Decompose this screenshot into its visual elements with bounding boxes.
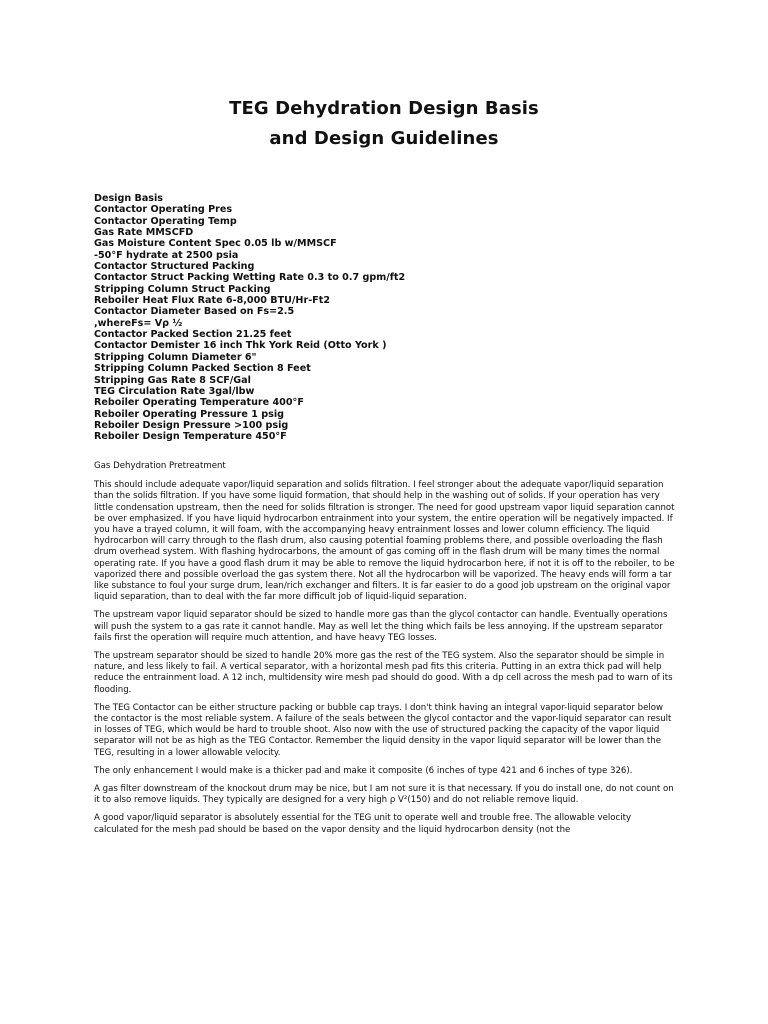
design-basis-line: Design Basis — [94, 193, 164, 204]
paragraph: The upstream separator should be sized to handle 20% more gas the rest of the TEG system. Also the separator should be simple in nature, and less likely to fail. A vertical separator, with a horizontal mesh pad fits this criteria. Putting in an extra thick pad will help reduce the entrainment load. A 12 inch, multidensity wire mesh pad should do good. With a dp cell across the mesh pad to warn of its flooding. — [94, 651, 673, 695]
paragraph: This should include adequate vapor/liquid separation and solids filtration. I feel stronger about the adequate vapor/liquid separation than the solids filtration. If you have some liquid formation, that should help in the washing out of solids. If your operation has very little condensation upstream, then the need for solids filtration is stronger. The need for good upstream vapor liquid separation cannot be over emphasized. If you have liquid hydrocarbon entrainment into your system, the entire operation will be negatively impacted. If you have a trayed column, it will foam, with the accompanying heavy entrainment losses and lower column efficiency. The liquid hydrocarbon will carry through to the flash drum, also causing potential foaming problems there, and possible overloading the flash drum overhead system. With flashing hydrocarbons, the amount of gas coming off in the flash drum will be many times the normal operating rate. If you have a good flash drum it may be able to remove the liquid hydrocarbon here, if not it is off to the reboiler, to be vaporized there and possible overload the gas system there. Not all the hydrocarbon will be vaporized. The heavy ends will form a tar like substance to foul your surge drum, lean/rich exchanger and filters. It is far easier to do a good job upstream on the original vapor liquid separation, than to deal with the far more difficult job of liquid-liquid separation. — [94, 480, 675, 603]
title-line-1: TEG Dehydration Design Basis — [229, 98, 539, 119]
design-basis-list — [94, 193, 714, 443]
design-basis-line: Stripping Column Struct Packing — [94, 283, 271, 295]
design-basis-line: Contactor Diameter Based on Fs=2.5 — [94, 306, 295, 318]
design-basis-line: Contactor Operating Temp — [94, 215, 237, 227]
design-basis-line: Contactor Packed Section 21.25 feet — [94, 329, 292, 341]
design-basis-line: Reboiler Design Temperature 450°F — [94, 431, 287, 443]
design-basis-line: Contactor Operating Pres — [94, 204, 233, 216]
section-heading: Gas Dehydration Pretreatment — [94, 461, 226, 471]
design-basis-line: Reboiler Design Pressure >100 psig — [94, 419, 289, 431]
design-basis-line: Gas Rate MMSCFD — [94, 227, 194, 239]
design-basis-line: -50°F hydrate at 2500 psia — [94, 249, 239, 261]
title-line-2: and Design Guidelines — [269, 128, 499, 149]
design-basis-line: Reboiler Heat Flux Rate 6-8,000 BTU/Hr-Ft2 — [94, 295, 330, 307]
paragraph: The upstream vapor liquid separator should be sized to handle more gas than the glycol contactor can handle. Eventually operations will push the system to a gas rate it cannot handle. May as well let the thing which fails be less annoying. If the upstream separator fails first the operation will require much attention, and have heavy TEG losses. — [94, 610, 668, 643]
design-basis-line: Gas Moisture Content Spec 0.05 lb w/MMSCF — [94, 238, 337, 250]
design-basis-line: Contactor Demister 16 inch Thk York Reid (Otto York ) — [94, 340, 387, 352]
design-basis-line: Reboiler Operating Temperature 400°F — [94, 397, 304, 409]
design-basis-line: Contactor Structured Packing — [94, 261, 255, 273]
document-title — [0, 94, 768, 154]
design-basis-line: Stripping Column Packed Section 8 Feet — [94, 363, 311, 375]
design-basis-line: ,whereFs= Vρ ½ — [94, 317, 183, 329]
design-basis-line: Stripping Column Diameter 6" — [94, 351, 257, 363]
paragraph: A good vapor/liquid separator is absolutely essential for the TEG unit to operate well and trouble free. The allowable velocity calculated for the mesh pad should be based on the vapor density and the liquid hydrocarbon density (not the — [94, 813, 632, 835]
document-body — [94, 461, 678, 843]
paragraph: The TEG Contactor can be either structure packing or bubble cap trays. I don't think having an integral vapor-liquid separator below the contactor is the most reliable system. A failure of the seals between the glycol contactor and the vapor-liquid separator can result in losses of TEG, which would be hard to trouble shoot. Also now with the use of structured packing the capacity of the vapor liquid separator will not be as high as the TEG Contactor. Remember the liquid density in the vapor liquid separator will be lower than the TEG, resulting in a lower allowable velocity. — [94, 702, 672, 758]
design-basis-line: Reboiler Operating Pressure 1 psig — [94, 408, 285, 420]
design-basis-line: Contactor Struct Packing Wetting Rate 0.3 to 0.7 gpm/ft2 — [94, 272, 406, 284]
design-basis-line: Stripping Gas Rate 8 SCF/Gal — [94, 374, 251, 386]
paragraph: A gas filter downstream of the knockout drum may be nice, but I am not sure it is that necessary. If you do install one, do not count on it to also remove liquids. They typically are designed for a very high ρ V²(150) and do not reliable remove liquid. — [94, 784, 674, 806]
paragraph: The only enhancement I would make is a thicker pad and make it composite (6 inches of type 421 and 6 inches of type 326). — [94, 765, 633, 776]
design-basis-line: TEG Circulation Rate 3gal/lbw — [94, 385, 255, 397]
